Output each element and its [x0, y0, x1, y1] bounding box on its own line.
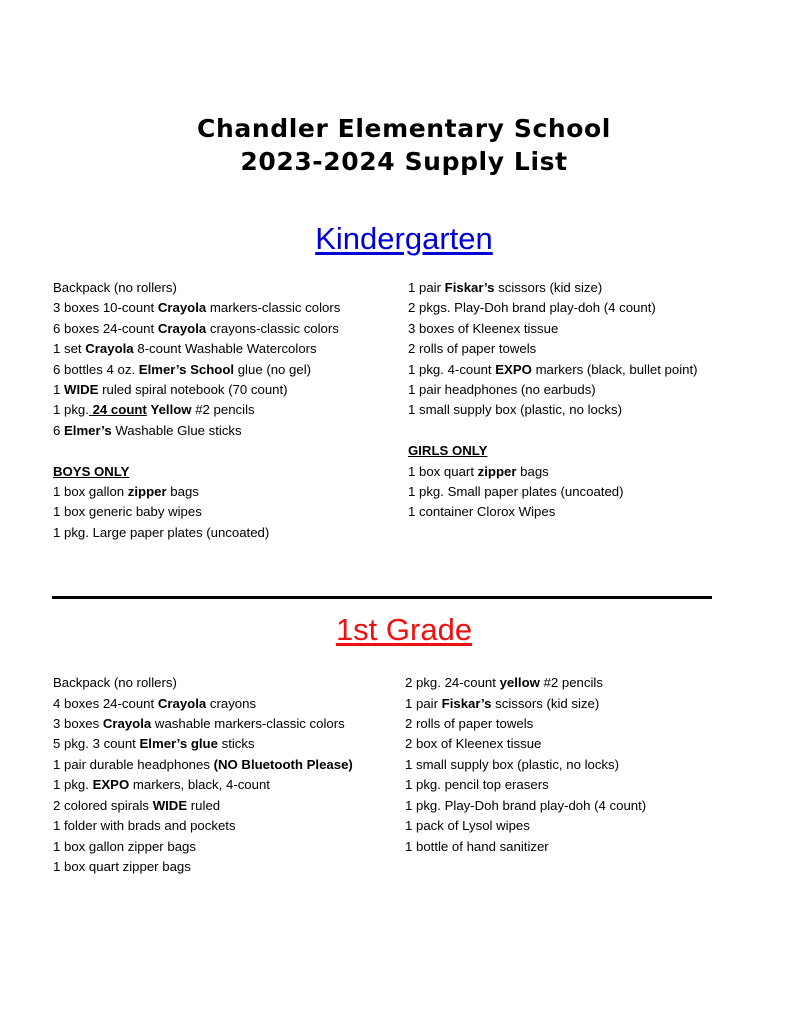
kindergarten-left-items [53, 278, 408, 441]
list-item: 1 pkg. 4-count EXPO markers (black, bullet point) [408, 361, 698, 377]
list-item: 1 set Crayola 8-count Washable Watercolors [53, 341, 317, 357]
list-item: 3 boxes Crayola washable markers-classic colors [53, 716, 345, 732]
list-item: 1 pkg. EXPO markers, black, 4-count [53, 777, 270, 793]
first-grade-right-items [405, 673, 765, 857]
list-item: 1 small supply box (plastic, no locks) [408, 402, 623, 418]
page-title-line-1: Chandler Elementary School [197, 114, 611, 143]
list-item: 3 boxes 10-count Crayola markers-classic colors [53, 300, 341, 316]
list-item: 1 box gallon zipper bags [53, 484, 199, 500]
section-heading-first-grade [0, 599, 808, 648]
list-item: 1 box gallon zipper bags [53, 838, 196, 854]
list-item: 2 box of Kleenex tissue [405, 736, 542, 752]
list-item: Backpack (no rollers) [53, 280, 177, 295]
list-item: 1 pkg. 24 count Yellow #2 pencils [53, 402, 255, 418]
list-item: 6 boxes 24-count Crayola crayons-classic colors [53, 320, 339, 336]
first-grade-left-items [53, 673, 405, 877]
list-item: 1 pkg. Small paper plates (uncoated) [408, 484, 624, 500]
subheading-girls-only: GIRLS ONLY [408, 443, 488, 459]
list-item: 2 rolls of paper towels [405, 716, 534, 732]
list-item: 6 bottles 4 oz. Elmer’s School glue (no gel) [53, 361, 312, 377]
list-item: 1 small supply box (plastic, no locks) [405, 756, 620, 772]
list-item: 6 Elmer’s Washable Glue sticks [53, 422, 242, 438]
list-item: 1 pair Fiskar’s scissors (kid size) [408, 280, 603, 295]
list-item: Backpack (no rollers) [53, 675, 177, 691]
page-title-line-2: 2023-2024 Supply List [240, 147, 568, 176]
list-item: 2 colored spirals WIDE ruled [53, 797, 221, 813]
page-title [0, 0, 808, 178]
list-item: 1 box generic baby wipes [53, 504, 202, 520]
supply-list-first-grade [0, 648, 808, 877]
kindergarten-left-column [53, 278, 408, 543]
list-item: 1 pair headphones (no earbuds) [408, 382, 596, 398]
kindergarten-right-items [408, 278, 768, 421]
kindergarten-boys-items [53, 482, 408, 543]
list-item: 1 box quart zipper bags [408, 463, 549, 479]
list-item: 1 pack of Lysol wipes [405, 818, 530, 834]
section-heading-kindergarten-text: Kindergarten [315, 221, 493, 256]
supply-list-kindergarten [0, 257, 808, 543]
list-item: 1 WIDE ruled spiral notebook (70 count) [53, 382, 288, 398]
list-item: 1 pkg. Play-Doh brand play-doh (4 count) [405, 797, 647, 813]
list-item: 1 pair Fiskar’s scissors (kid size) [405, 695, 600, 711]
first-grade-left-column [53, 673, 405, 877]
list-item: 1 pair durable headphones (NO Bluetooth Please) [53, 756, 353, 772]
subheading-boys-only: BOYS ONLY [53, 463, 130, 479]
list-item: 2 pkg. 24-count yellow #2 pencils [405, 675, 603, 691]
first-grade-right-column [405, 673, 765, 877]
column-spacer [53, 441, 408, 461]
list-item: 5 pkg. 3 count Elmer’s glue sticks [53, 736, 255, 752]
column-spacer [408, 421, 768, 441]
list-item: 1 pkg. Large paper plates (uncoated) [53, 524, 270, 540]
kindergarten-right-column [408, 278, 768, 543]
section-heading-first-grade-text: 1st Grade [335, 612, 473, 648]
list-item: 1 box quart zipper bags [53, 858, 191, 874]
list-item: 2 rolls of paper towels [408, 341, 537, 357]
list-item: 1 folder with brads and pockets [53, 818, 236, 834]
section-heading-kindergarten [0, 178, 808, 257]
list-item: 1 pkg. pencil top erasers [405, 777, 549, 793]
list-item: 3 boxes of Kleenex tissue [408, 320, 559, 336]
list-item: 1 container Clorox Wipes [408, 504, 556, 520]
list-item: 1 bottle of hand sanitizer [405, 838, 549, 854]
list-item: 4 boxes 24-count Crayola crayons [53, 695, 257, 711]
kindergarten-girls-items [408, 462, 768, 523]
list-item: 2 pkgs. Play-Doh brand play-doh (4 count) [408, 300, 656, 316]
